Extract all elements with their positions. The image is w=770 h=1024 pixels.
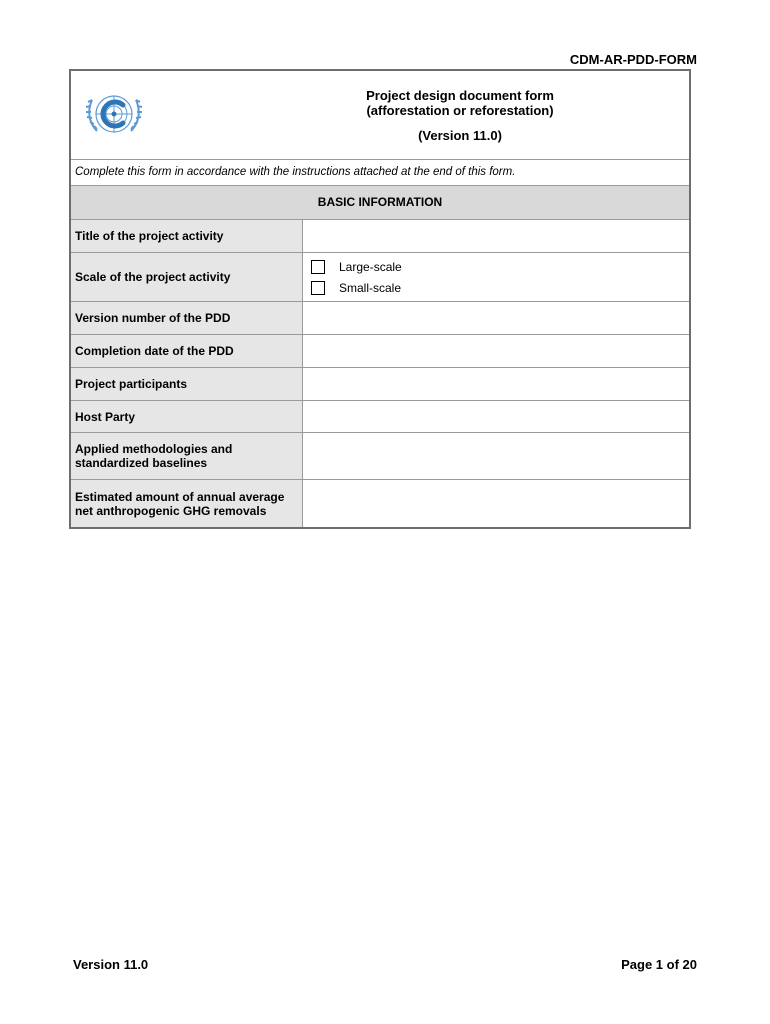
- form-frame: [69, 69, 691, 529]
- footer-page-number: Page 1 of 20: [621, 957, 697, 972]
- form-title-line2: (afforestation or reforestation): [366, 103, 554, 118]
- host-party-field[interactable]: [303, 401, 689, 432]
- form-instruction: Complete this form in accordance with the instructions attached at the end of this form.: [71, 160, 689, 186]
- field-label: Scale of the project activity: [71, 253, 303, 301]
- footer-version: Version 11.0: [73, 957, 149, 972]
- estimated-ghg-removals-field[interactable]: [303, 480, 689, 527]
- field-label: Host Party: [71, 401, 303, 432]
- unfccc-logo-icon: [83, 87, 145, 141]
- row-applied-methodologies: [71, 433, 689, 480]
- small-scale-checkbox[interactable]: [311, 281, 325, 295]
- row-title-of-project-activity: [71, 220, 689, 253]
- large-scale-checkbox[interactable]: [311, 260, 325, 274]
- field-label: Completion date of the PDD: [71, 335, 303, 367]
- row-estimated-ghg-removals: [71, 480, 689, 527]
- row-project-participants: [71, 368, 689, 401]
- row-completion-date-of-pdd: [71, 335, 689, 368]
- row-scale-of-project-activity: [71, 253, 689, 302]
- title-of-project-activity-field[interactable]: [303, 220, 689, 252]
- form-header: [71, 71, 689, 160]
- section-title-basic-information: BASIC INFORMATION: [71, 186, 689, 220]
- option-label: Large-scale: [339, 259, 402, 274]
- completion-date-field[interactable]: [303, 335, 689, 367]
- form-title-block: [231, 88, 689, 143]
- project-participants-field[interactable]: [303, 368, 689, 400]
- option-small-scale[interactable]: [311, 277, 689, 298]
- scale-options: [303, 253, 689, 301]
- applied-methodologies-field[interactable]: [303, 433, 689, 479]
- field-label: Project participants: [71, 368, 303, 400]
- form-code: CDM-AR-PDD-FORM: [569, 52, 697, 67]
- field-label: Version number of the PDD: [71, 302, 303, 334]
- form-title-line1: Project design document form: [366, 88, 554, 103]
- field-label: Title of the project activity: [71, 220, 303, 252]
- field-label: Applied methodologies and standardized baselines: [71, 433, 303, 479]
- option-large-scale[interactable]: [311, 256, 689, 277]
- form-version: (Version 11.0): [418, 128, 502, 143]
- row-host-party: [71, 401, 689, 433]
- field-label: Estimated amount of annual average net anthropogenic GHG removals: [71, 480, 303, 527]
- version-number-field[interactable]: [303, 302, 689, 334]
- row-version-number-of-pdd: [71, 302, 689, 335]
- option-label: Small-scale: [339, 280, 402, 295]
